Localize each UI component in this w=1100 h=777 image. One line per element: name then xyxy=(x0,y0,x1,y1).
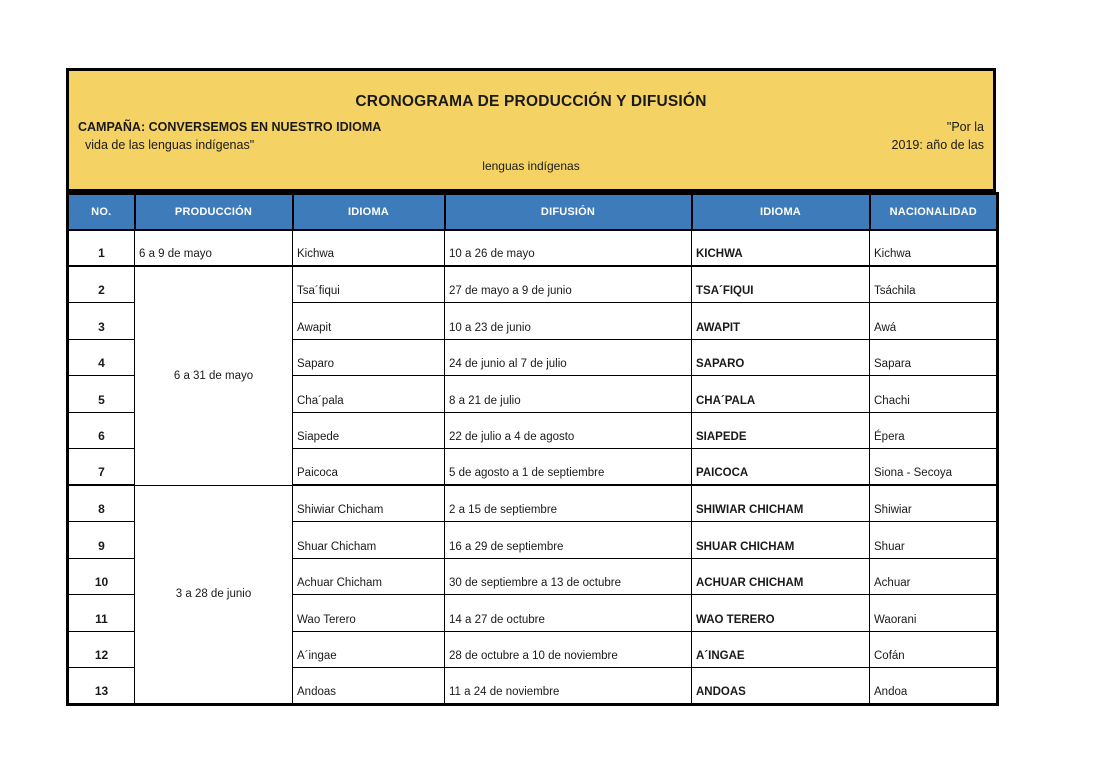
difusion-cell: 16 a 29 de septiembre xyxy=(445,522,692,559)
nacionalidad-cell: Kichwa xyxy=(870,230,998,267)
column-header-produccion: PRODUCCIÓN xyxy=(135,194,293,230)
nacionalidad-cell: Tsáchila xyxy=(870,266,998,303)
row-number: 4 xyxy=(68,339,135,376)
idioma-cell: Wao Terero xyxy=(293,595,445,632)
slogan-part-2: vida de las lenguas indígenas" xyxy=(85,138,255,152)
row-number: 3 xyxy=(68,303,135,340)
produccion-cell: 6 a 9 de mayo xyxy=(135,230,293,267)
year-declaration-part-1: 2019: año de las xyxy=(891,138,984,152)
nacionalidad-cell: Cofán xyxy=(870,631,998,668)
idioma-cell: Kichwa xyxy=(293,230,445,267)
nacionalidad-cell: Andoa xyxy=(870,668,998,705)
column-header-difusion: DIFUSIÓN xyxy=(445,194,692,230)
row-number: 5 xyxy=(68,376,135,413)
row-number: 10 xyxy=(68,558,135,595)
idioma-mayus-cell: AWAPIT xyxy=(692,303,870,340)
nacionalidad-cell: Achuar xyxy=(870,558,998,595)
idioma-cell: A´ingae xyxy=(293,631,445,668)
row-number: 11 xyxy=(68,595,135,632)
idioma-cell: Saparo xyxy=(293,339,445,376)
idioma-mayus-cell: SHUAR CHICHAM xyxy=(692,522,870,559)
slogan-line xyxy=(78,136,984,154)
idioma-cell: Paicoca xyxy=(293,449,445,486)
page-title: CRONOGRAMA DE PRODUCCIÓN Y DIFUSIÓN xyxy=(355,93,707,110)
nacionalidad-cell: Chachi xyxy=(870,376,998,413)
difusion-cell: 10 a 26 de mayo xyxy=(445,230,692,267)
campaign-name: CAMPAÑA: CONVERSEMOS EN NUESTRO IDIOMA xyxy=(78,120,382,134)
difusion-cell: 28 de octubre a 10 de noviembre xyxy=(445,631,692,668)
row-number: 9 xyxy=(68,522,135,559)
difusion-cell: 14 a 27 de octubre xyxy=(445,595,692,632)
idioma-mayus-cell: KICHWA xyxy=(692,230,870,267)
year-declaration-part-2: lenguas indígenas xyxy=(482,159,580,173)
idioma-mayus-cell: SHIWIAR CHICHAM xyxy=(692,485,870,522)
difusion-cell: 11 a 24 de noviembre xyxy=(445,668,692,705)
column-header-nacionalidad: NACIONALIDAD xyxy=(870,194,998,230)
idioma-cell: Awapit xyxy=(293,303,445,340)
difusion-cell: 10 a 23 de junio xyxy=(445,303,692,340)
idioma-cell: Achuar Chicham xyxy=(293,558,445,595)
produccion-merged-cell: 6 a 31 de mayo xyxy=(135,266,293,485)
column-header-idioma: IDIOMA xyxy=(293,194,445,230)
schedule-table xyxy=(66,192,999,706)
nacionalidad-cell: Shiwiar xyxy=(870,485,998,522)
difusion-cell: 27 de mayo a 9 de junio xyxy=(445,266,692,303)
idioma-mayus-cell: SAPARO xyxy=(692,339,870,376)
difusion-cell: 24 de junio al 7 de julio xyxy=(445,339,692,376)
difusion-cell: 2 a 15 de septiembre xyxy=(445,485,692,522)
row-number: 8 xyxy=(68,485,135,522)
column-header-no: NO. xyxy=(68,194,135,230)
nacionalidad-cell: Waorani xyxy=(870,595,998,632)
nacionalidad-cell: Shuar xyxy=(870,522,998,559)
idioma-cell: Siapede xyxy=(293,412,445,449)
row-number: 13 xyxy=(68,668,135,705)
idioma-mayus-cell: TSA´FIQUI xyxy=(692,266,870,303)
title-banner xyxy=(66,68,996,192)
row-number: 7 xyxy=(68,449,135,486)
table-row xyxy=(68,266,998,303)
difusion-cell: 22 de julio a 4 de agosto xyxy=(445,412,692,449)
row-number: 1 xyxy=(68,230,135,267)
produccion-merged-cell: 3 a 28 de junio xyxy=(135,485,293,704)
idioma-cell: Andoas xyxy=(293,668,445,705)
document-page xyxy=(66,68,996,706)
row-number: 6 xyxy=(68,412,135,449)
idioma-cell: Tsa´fiqui xyxy=(293,266,445,303)
nacionalidad-cell: Épera xyxy=(870,412,998,449)
nacionalidad-cell: Sapara xyxy=(870,339,998,376)
row-number: 12 xyxy=(68,631,135,668)
nacionalidad-cell: Awá xyxy=(870,303,998,340)
difusion-cell: 30 de septiembre a 13 de octubre xyxy=(445,558,692,595)
table-header-row xyxy=(68,194,998,230)
table-row xyxy=(68,485,998,522)
idioma-mayus-cell: A´INGAE xyxy=(692,631,870,668)
idioma-mayus-cell: WAO TERERO xyxy=(692,595,870,632)
idioma-cell: Shuar Chicham xyxy=(293,522,445,559)
difusion-cell: 8 a 21 de julio xyxy=(445,376,692,413)
table-row xyxy=(68,230,998,267)
campaign-line xyxy=(78,118,984,136)
row-number: 2 xyxy=(68,266,135,303)
idioma-cell: Cha´pala xyxy=(293,376,445,413)
idioma-mayus-cell: PAICOCA xyxy=(692,449,870,486)
idioma-mayus-cell: SIAPEDE xyxy=(692,412,870,449)
difusion-cell: 5 de agosto a 1 de septiembre xyxy=(445,449,692,486)
slogan-part-1: "Por la xyxy=(946,120,984,134)
idioma-mayus-cell: ACHUAR CHICHAM xyxy=(692,558,870,595)
idioma-mayus-cell: ANDOAS xyxy=(692,668,870,705)
column-header-idioma-2: IDIOMA xyxy=(692,194,870,230)
idioma-cell: Shiwiar Chicham xyxy=(293,485,445,522)
idioma-mayus-cell: CHA´PALA xyxy=(692,376,870,413)
nacionalidad-cell: Siona - Secoya xyxy=(870,449,998,486)
